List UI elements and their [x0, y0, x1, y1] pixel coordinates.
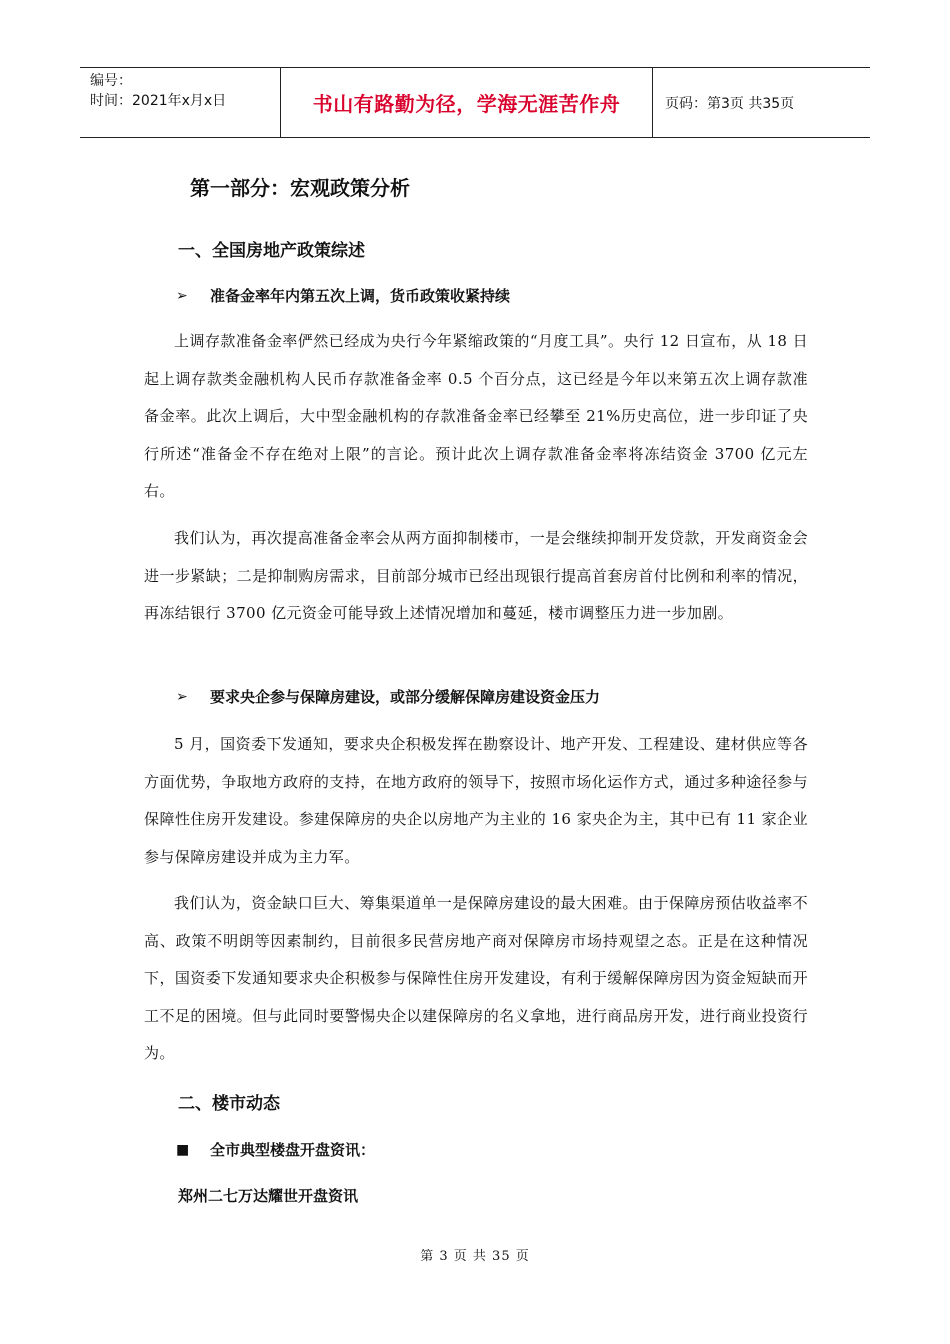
document-number-label: 编号： [90, 73, 132, 89]
header-meta [80, 68, 281, 137]
section-2-title: 二、楼市动态 [178, 1094, 280, 1114]
project-subtitle: 郑州二七万达耀世开盘资讯 [178, 1187, 359, 1205]
section-1-bullet-1 [176, 285, 510, 306]
section-1-bullet-2 [176, 686, 600, 707]
section-1-title: 一、全国房地产政策综述 [178, 241, 365, 261]
header-motto: 书山有路勤为径，学海无涯苦作舟 [281, 68, 653, 137]
document-date-label: 时间：2021年x月x日 [90, 93, 227, 109]
arrow-bullet-icon: ➢ [176, 287, 188, 304]
paragraph-soe-analysis: 我们认为，资金缺口巨大、筹集渠道单一是保障房建设的最大困难。由于保障房预估收益率不高、政策不明朗等因素制约，目前很多民营房地产商对保障房市场持观望之态。正是在这种情况下，国资委下发通知要求央企积极参与保障性住房开发建设，有利于缓解保障房因为资金短缺而开工不足的困境。但与此同时要警惕央企以建保障房的名义拿地，进行商品房开发，进行商业投资行为。 [144, 894, 808, 1063]
page-header [80, 67, 870, 138]
section-2-bullet-title: 全市典型楼盘开盘资讯： [210, 1141, 376, 1159]
bullet-1-title: 准备金率年内第五次上调，货币政策收紧持续 [210, 287, 511, 305]
paragraph-soe-housing: 5 月，国资委下发通知，要求央企积极发挥在勘察设计、地产开发、工程建设、建材供应等各方面优势，争取地方政府的支持，在地方政府的领导下，按照市场化运作方式，通过多种途径参与保障性住房开发建设。参建保障房的央企以房地产为主业的 16 家央企为主，其中已有 11 家企业参与保障房建设并成为主力军。 [144, 735, 808, 866]
paragraph-reserve-ratio: 上调存款准备金率俨然已经成为央行今年紧缩政策的“月度工具”。央行 12 日宣布，从 18 日起上调存款类金融机构人民币存款准备金率 0.5 个百分点，这已经是今年以来第五次上调存款准备金率。此次上调后，大中型金融机构的存款准备金率已经攀至 21%历史高位，进一步印证了央行所述“准备金不存在绝对上限”的言论。预计此次上调存款准备金率将冻结资金 3700 亿元左右。 [144, 332, 808, 501]
paragraph-reserve-analysis: 我们认为，再次提高准备金率会从两方面抑制楼市，一是会继续抑制开发贷款，开发商资金会进一步紧缺；二是抑制购房需求，目前部分城市已经出现银行提高首套房首付比例和利率的情况，再冻结银行 3700 亿元资金可能导致上述情况增加和蔓延，楼市调整压力进一步加剧。 [144, 529, 808, 623]
header-page-label: 页码：第3页 共35页 [665, 95, 795, 112]
section-2-bullet-1 [176, 1139, 375, 1160]
square-bullet-icon: ■ [176, 1141, 190, 1158]
arrow-bullet-icon: ➢ [176, 688, 188, 705]
bullet-2-title: 要求央企参与保障房建设，或部分缓解保障房建设资金压力 [210, 688, 601, 706]
page-footer: 第 3 页 共 35 页 [420, 1249, 530, 1264]
part-title: 第一部分：宏观政策分析 [190, 176, 410, 200]
